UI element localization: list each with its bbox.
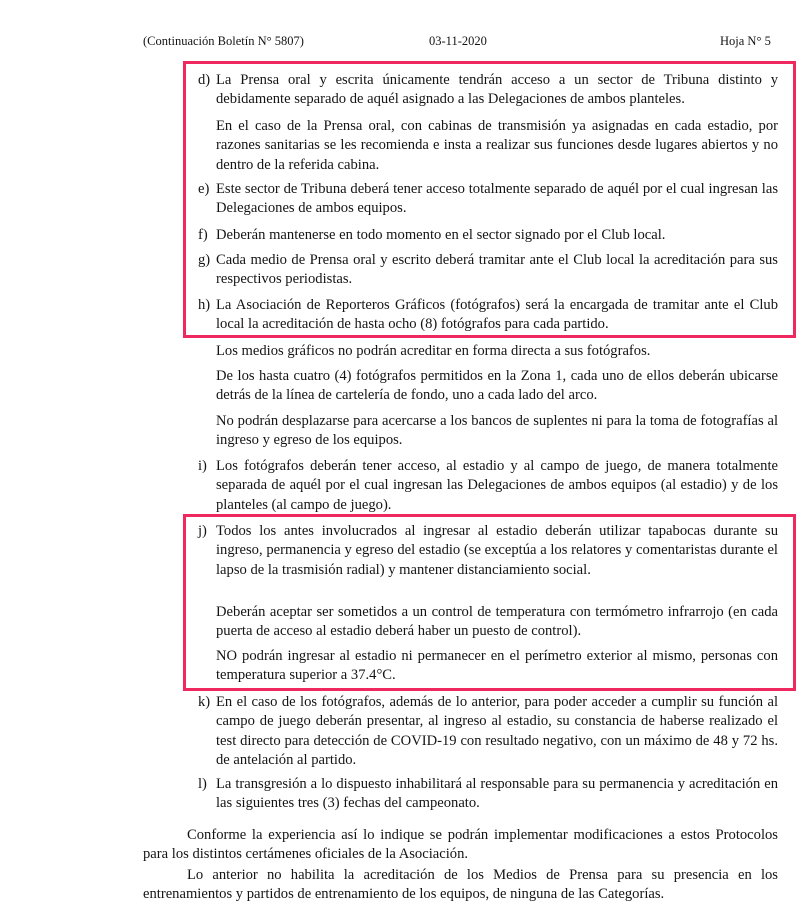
item-label: e) [198,181,210,197]
item-text: La transgresión a lo dispuesto inhabilitará al responsable para su permanencia y acreditación en las siguientes tres (3) fechas del campeonato. [216,776,778,812]
item-j-subparagraph-2: NO podrán ingresar al estadio ni permanecer en el perímetro exterior al mismo, personas con temperatura superior a 37.4°C. [216,648,778,684]
item-k [198,693,778,771]
item-j [198,522,778,580]
item-label: h) [198,297,211,313]
item-f [198,226,778,245]
item-j-subparagraph-1: Deberán aceptar ser sometidos a un control de temperatura con termómetro infrarrojo (en cada puerta de acceso al estadio deberá haber un puesto de control). [216,604,778,640]
item-text: La Prensa oral y escrita únicamente tendrán acceso a un sector de Tribuna distinto y debidamente separado de aquél asignado a las Delegaciones de ambos planteles. [216,72,778,108]
item-label: i) [198,458,207,474]
closing-paragraph-1: Conforme la experiencia así lo indique se podrán implementar modificaciones a estos Protocolos para los distintos certámenes oficiales de la Asociación. [143,827,778,863]
item-h-subparagraph-3: No podrán desplazarse para acercarse a los bancos de suplentes ni para la toma de fotografías al ingreso y egreso de los equipos. [216,413,778,449]
bulletin-date: 03-11-2020 [429,34,487,48]
bulletin-reference: (Continuación Boletín N° 5807) [143,34,304,48]
item-label: f) [198,227,208,243]
item-label: l) [198,776,207,792]
item-e [198,180,778,219]
item-i [198,457,778,515]
page-number: Hoja N° 5 [720,34,771,48]
item-h [198,296,778,335]
item-label: k) [198,694,211,710]
item-text: Los fotógrafos deberán tener acceso, al estadio y al campo de juego, de manera totalmente separada de aquél por el cual ingresan las Delegaciones de ambos equipos (al estadio) y de los planteles (al campo de juego). [216,458,778,513]
item-text: Todos los antes involucrados al ingresar al estadio deberán utilizar tapabocas durante su ingreso, permanencia y egreso del estadio (se exceptúa a los relatores y comentaristas durante el lapso de la trasmisión radial) y mantener distanciamiento social. [216,523,778,578]
item-l [198,775,778,814]
item-text: Cada medio de Prensa oral y escrito deberá tramitar ante el Club local la acreditación para sus respectivos periodistas. [216,252,778,288]
item-d-subparagraph: En el caso de la Prensa oral, con cabinas de transmisión ya asignadas en cada estadio, por razones sanitarias se les recomienda e insta a realizar sus funciones desde lugares abiertos y no dentro de la referida cabina. [216,118,778,173]
item-h-subparagraph-1: Los medios gráficos no podrán acreditar en forma directa a sus fotógrafos. [216,343,651,359]
item-label: g) [198,252,211,268]
item-d [198,71,778,110]
item-h-subparagraph-2: De los hasta cuatro (4) fotógrafos permitidos en la Zona 1, cada uno de ellos deberán ubicarse detrás de la línea de cartelería de fondo, uno a cada lado del arco. [216,368,778,404]
item-label: d) [198,72,211,88]
page-header [0,34,811,52]
item-text: La Asociación de Reporteros Gráficos (fotógrafos) será la encargada de tramitar ante el Club local la acreditación de hasta ocho (8) fotógrafos para cada partido. [216,297,778,333]
item-text: En el caso de los fotógrafos, además de lo anterior, para poder acceder a cumplir su función al campo de juego deberán presentar, al ingreso al estadio, su constancia de haberse realizado el test directo para detección de COVID-19 con resultado negativo, con un máximo de 48 y 72 hs. de antelación al partido. [216,694,778,769]
item-g [198,251,778,290]
item-text: Deberán mantenerse en todo momento en el sector signado por el Club local. [216,227,666,243]
closing-paragraph-2: Lo anterior no habilita la acreditación de los Medios de Prensa para su presencia en los entrenamientos y partidos de entrenamiento de los equipos, de ninguna de las Categorías. [143,867,778,903]
item-label: j) [198,523,207,539]
item-text: Este sector de Tribuna deberá tener acceso totalmente separado de aquél por el cual ingresan las Delegaciones de ambos equipos. [216,181,778,217]
